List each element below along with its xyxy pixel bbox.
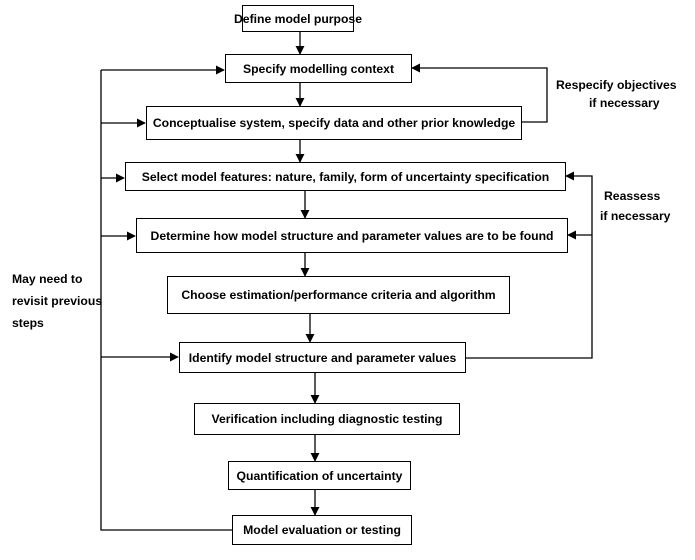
step-label: Select model features: nature, family, form of uncertainty specification bbox=[141, 169, 550, 184]
revisit-label bbox=[12, 268, 102, 334]
step-label: Conceptualise system, specify data and other prior knowledge bbox=[152, 116, 516, 130]
step-choose-criteria bbox=[167, 276, 510, 314]
reassess-loop bbox=[466, 176, 592, 358]
step-label: Specify modelling context bbox=[242, 61, 395, 76]
respecify-label bbox=[556, 76, 677, 112]
revisit-label-line1: May need to bbox=[12, 272, 83, 286]
respecify-label-line2: if necessary bbox=[589, 96, 660, 110]
revisit-label-line2: revisit previous bbox=[12, 294, 103, 308]
step-label: Model evaluation or testing bbox=[243, 523, 401, 537]
revisit-label-line3: steps bbox=[12, 316, 44, 330]
reassess-label bbox=[600, 186, 670, 226]
reassess-label-line2: if necessary bbox=[600, 209, 671, 223]
step-model-evaluation bbox=[232, 515, 412, 545]
step-determine-structure bbox=[136, 218, 568, 253]
step-label: Choose estimation/performance criteria and algorithm bbox=[181, 288, 496, 302]
step-label: Verification including diagnostic testing bbox=[211, 412, 443, 426]
step-label: Determine how model structure and parameter values are to be found bbox=[150, 228, 554, 243]
respecify-label-line1: Respecify objectives bbox=[556, 78, 677, 92]
reassess-label-line1: Reassess bbox=[604, 189, 661, 203]
step-label: Define model purpose bbox=[234, 11, 362, 26]
step-specify-modelling-context bbox=[225, 54, 412, 83]
step-conceptualise-system bbox=[146, 106, 522, 140]
step-label: Identify model structure and parameter values bbox=[188, 350, 457, 365]
step-quantification bbox=[228, 461, 411, 490]
step-define-model-purpose bbox=[234, 5, 362, 32]
step-label: Quantification of uncertainty bbox=[236, 468, 403, 483]
step-verification bbox=[194, 403, 460, 435]
step-identify-structure bbox=[179, 342, 466, 373]
step-select-model-features bbox=[125, 162, 566, 191]
